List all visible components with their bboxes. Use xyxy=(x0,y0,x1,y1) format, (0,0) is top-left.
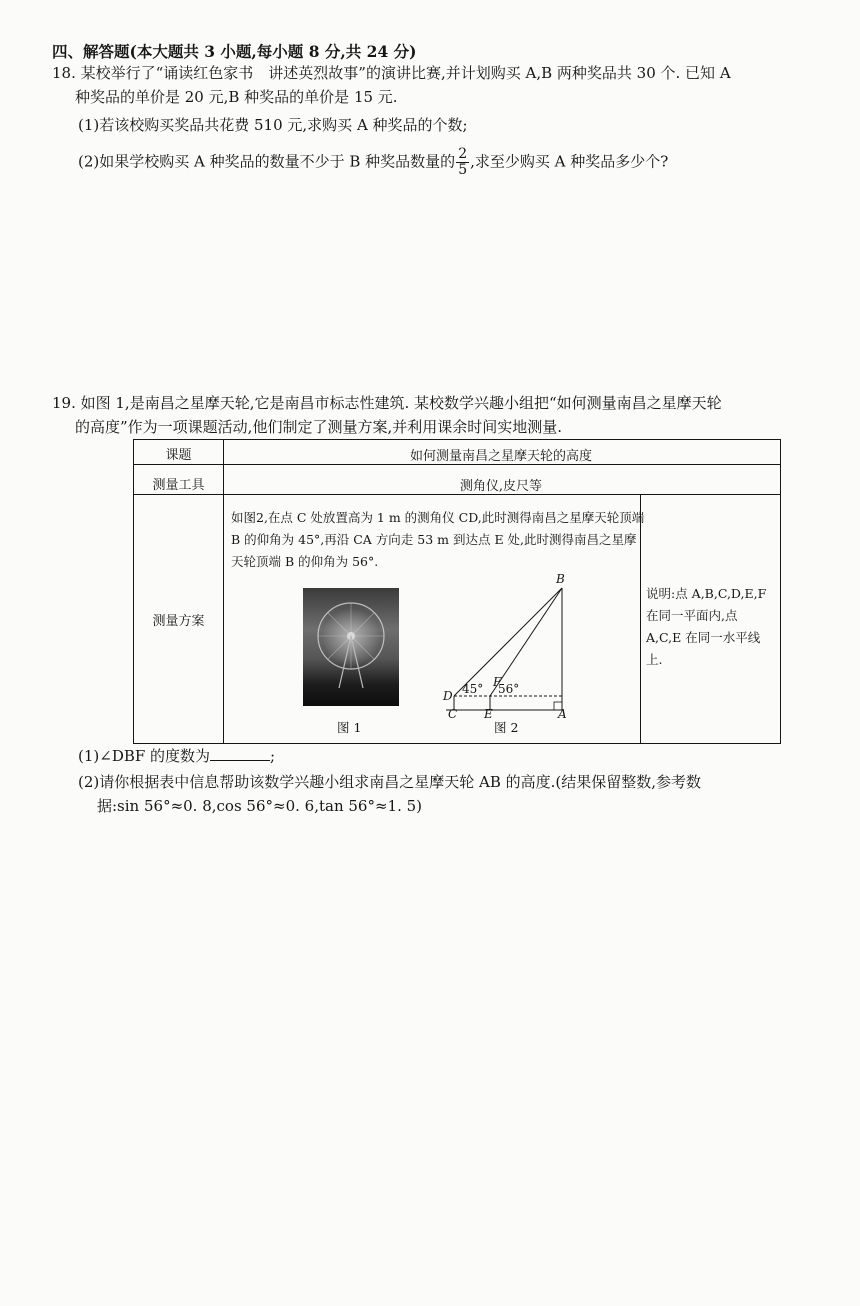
angle-45: 45° xyxy=(462,682,484,696)
measurement-table xyxy=(133,439,781,744)
table-row-divider xyxy=(134,494,780,495)
label-C: C xyxy=(448,707,458,718)
label-A: A xyxy=(558,707,567,718)
ferris-wheel-sketch xyxy=(303,588,399,706)
label-E: E xyxy=(484,707,493,718)
row-tools-value: 测角仪,皮尺等 xyxy=(459,479,543,494)
section-header: 四、解答题(本大题共 3 小题,每小题 8 分,共 24 分) xyxy=(52,42,417,61)
table-row-divider xyxy=(134,464,780,465)
q18-part1: (1)若该校购买奖品共花费 510 元,求购买 A 种奖品的个数; xyxy=(78,116,468,134)
q18-line1: 18. 某校举行了“诵读红色家书 讲述英烈故事”的演讲比赛,并计划购买 A,B 两种奖品共 30 个. 已知 A xyxy=(52,64,731,82)
q19-line2: 的高度”作为一项课题活动,他们制定了测量方案,并利用课余时间实地测量. xyxy=(75,418,562,436)
row-topic-value: 如何测量南昌之星摩天轮的高度 xyxy=(409,449,592,464)
fraction-numerator: 2 xyxy=(458,146,468,162)
q18-line2: 种奖品的单价是 20 元,B 种奖品的单价是 15 元. xyxy=(75,88,398,106)
plan-note: 说明:点 A,B,C,D,E,F 在同一平面内,点 A,C,E 在同一水平线上. xyxy=(646,586,767,667)
label-B: B xyxy=(556,572,565,586)
row-tools-label: 测量工具 xyxy=(152,478,205,493)
q18-part2-before: (2)如果学校购买 A 种奖品的数量不少于 B 种奖品数量的 xyxy=(78,152,456,171)
q19-part1-before: (1)∠DBF 的度数为 xyxy=(78,747,211,765)
q19-part1 xyxy=(78,745,275,767)
fraction-two-fifths xyxy=(456,147,469,178)
q19-part1-after: ; xyxy=(270,747,276,765)
q19-line1: 19. 如图 1,是南昌之星摩天轮,它是南昌市标志性建筑. 某校数学兴趣小组把“如何测量南昌之星摩天轮 xyxy=(52,394,722,412)
plan-description: 如图2,在点 C 处放置高为 1 m 的测角仪 CD,此时测得南昌之星摩天轮顶端 B 的仰角为 45°,再沿 CA 方向走 53 m 到达点 E 处,此时测得南昌之星摩天轮顶端 B 的仰角为 56°. xyxy=(231,510,645,569)
figure1-caption: 图 1 xyxy=(337,720,362,735)
ferris-wheel-photo xyxy=(303,588,399,706)
answer-blank[interactable] xyxy=(210,746,270,761)
figure2-caption: 图 2 xyxy=(494,720,519,735)
line-DB xyxy=(454,588,562,696)
q19-part2-line2: 据:sin 56°≈0. 8,cos 56°≈0. 6,tan 56°≈1. 5) xyxy=(97,797,422,815)
row-plan-label: 测量方案 xyxy=(152,614,205,629)
q18-part2-after: ,求至少购买 A 种奖品多少个? xyxy=(470,152,669,171)
q19-part2-line1: (2)请你根据表中信息帮助该数学兴趣小组求南昌之星摩天轮 AB 的高度.(结果保留整数,参考数 xyxy=(78,773,702,791)
row-topic-label: 课题 xyxy=(165,448,192,463)
q18-part2 xyxy=(78,147,668,178)
label-F: F xyxy=(493,675,502,689)
angle-56: 56° xyxy=(498,682,520,696)
figure2-diagram xyxy=(442,568,602,718)
label-D: D xyxy=(443,689,453,703)
fraction-denominator: 5 xyxy=(458,162,468,178)
